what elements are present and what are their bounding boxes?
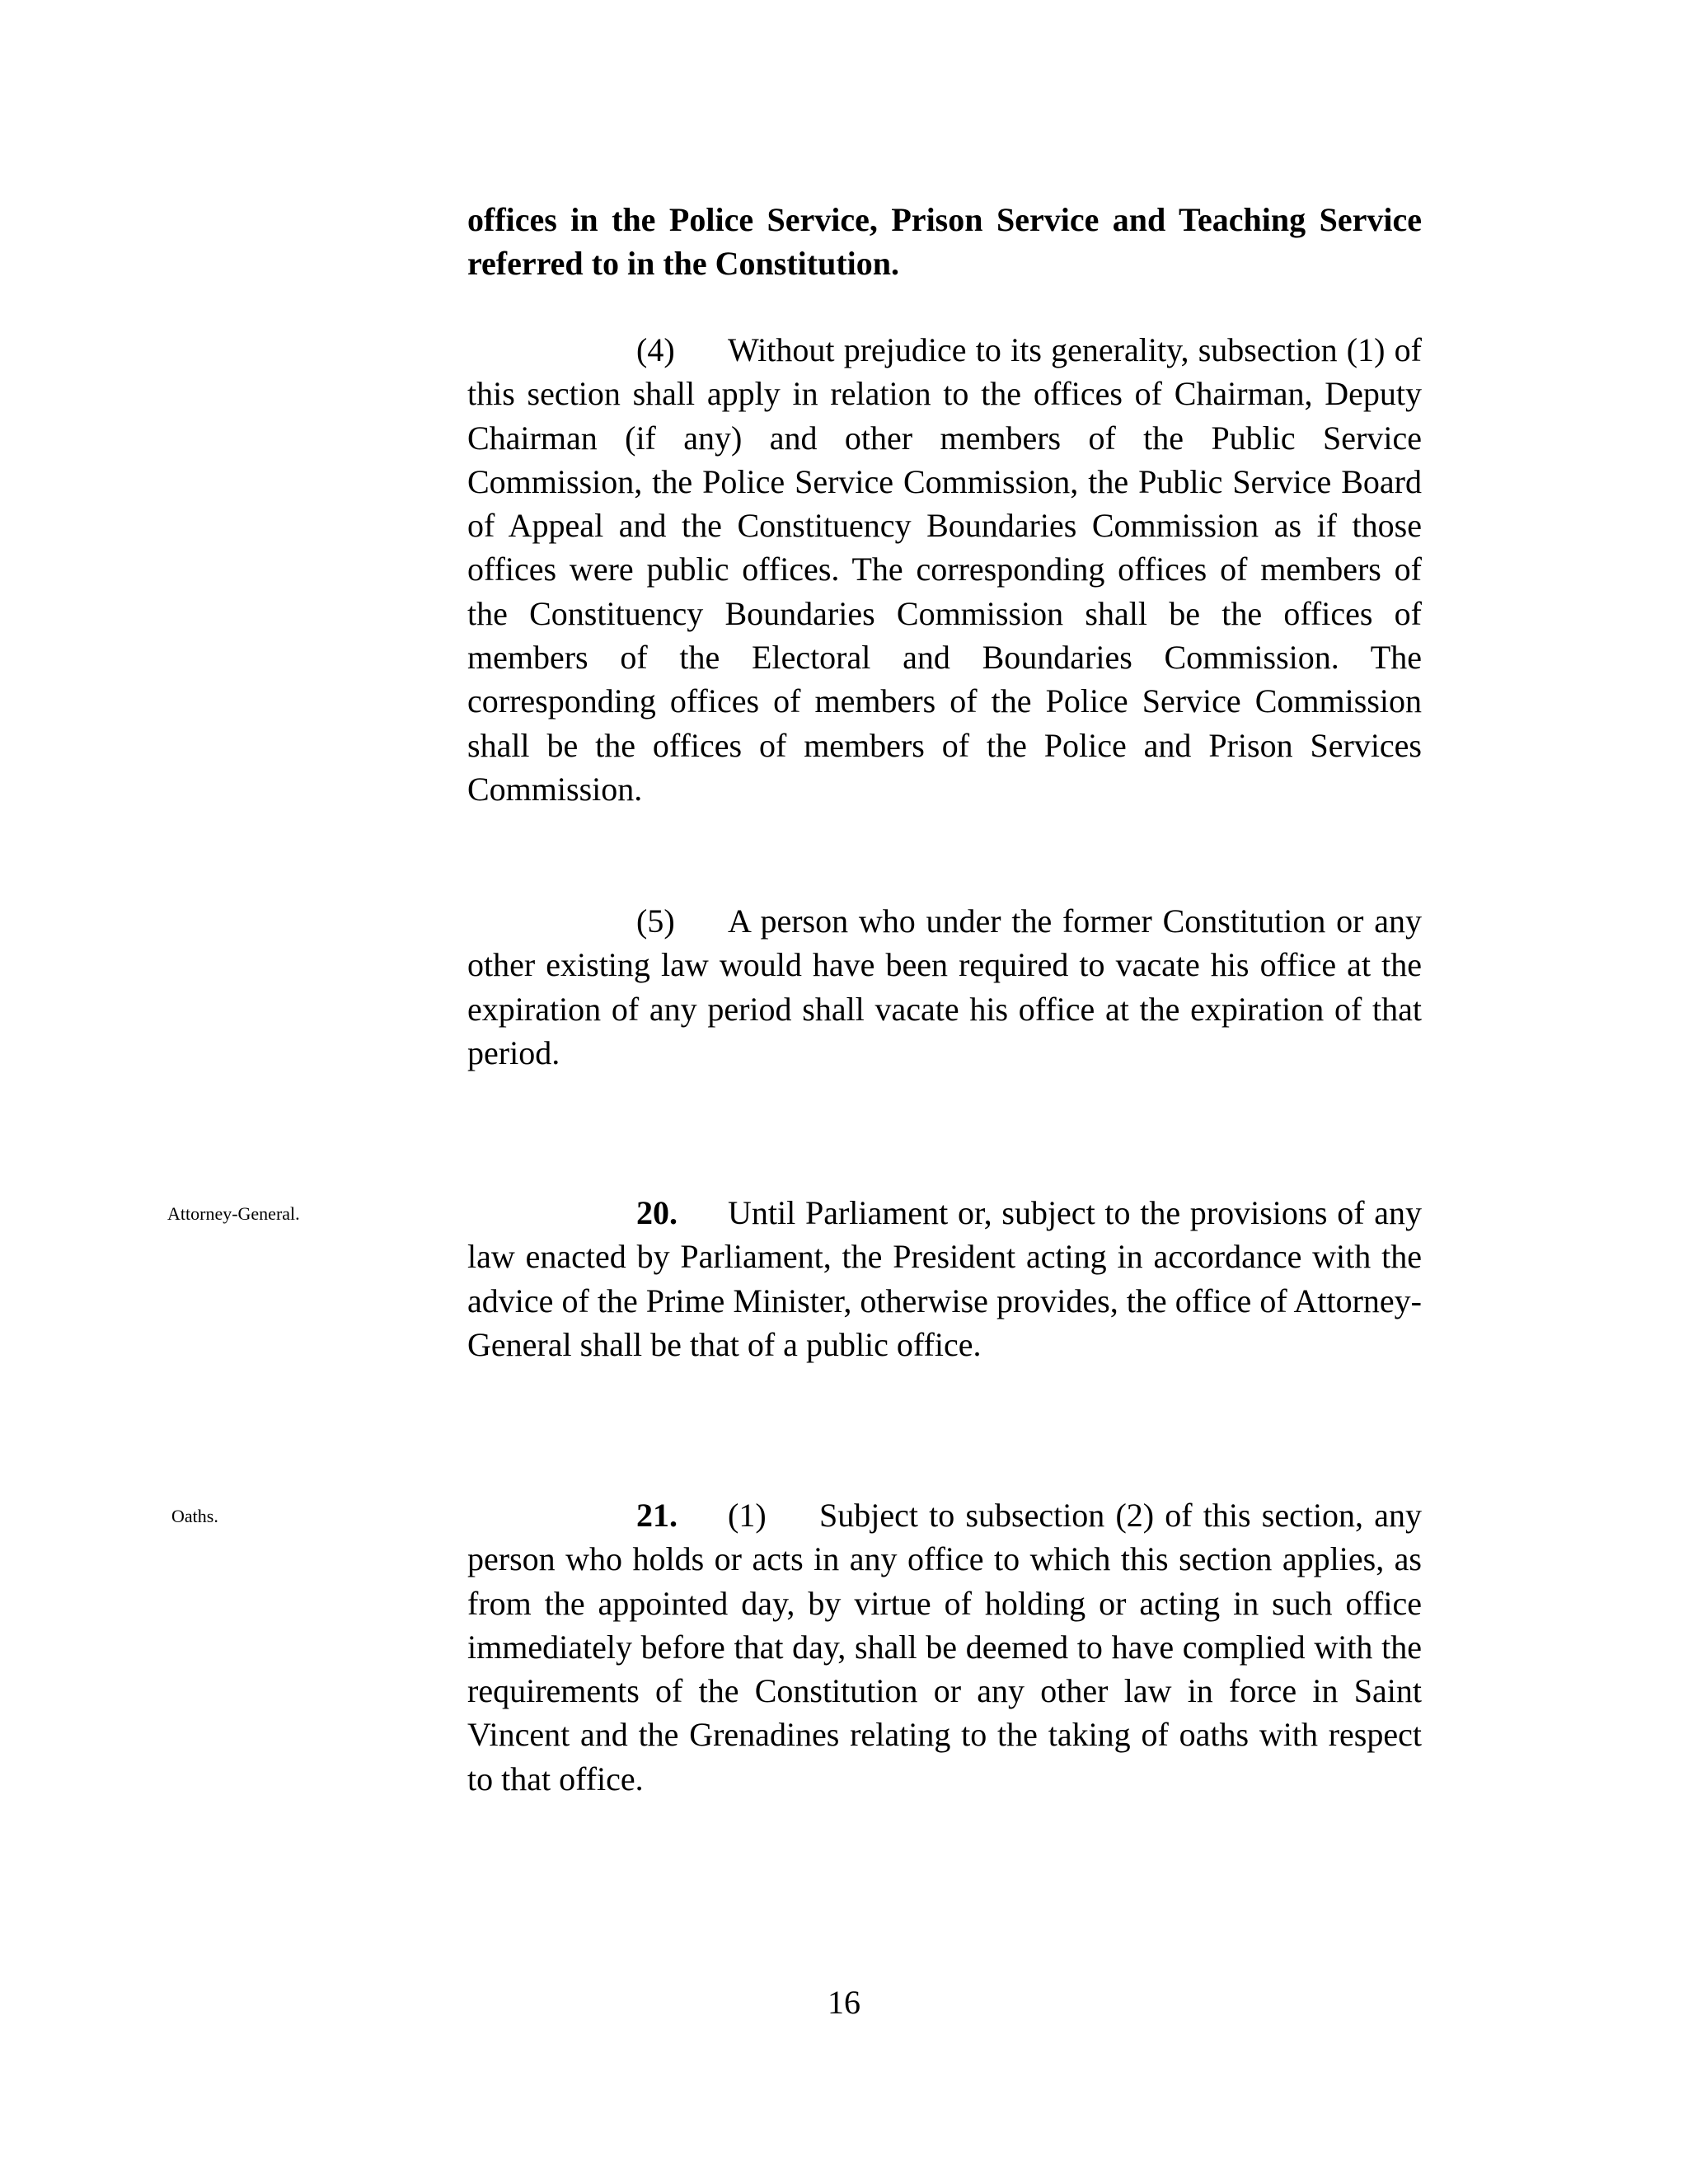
subsection-4 bbox=[467, 328, 1422, 811]
subsection-5-label: (5) bbox=[636, 902, 675, 940]
section-20-text: Until Parliament or, subject to the provisions of any law enacted by Parliament, the President acting in accordance with the advice of the Prime Minister, otherwise provides, the office of Attorney-General shall be that of a public office. bbox=[467, 1194, 1422, 1363]
subsection-5 bbox=[467, 899, 1422, 1075]
section-20-number: 20. bbox=[636, 1194, 678, 1231]
section-21 bbox=[467, 1493, 1422, 1801]
section-21-sub-label: (1) bbox=[728, 1497, 767, 1534]
section-21-number: 21. bbox=[636, 1497, 678, 1534]
heading-continuation: offices in the Police Service, Prison Service and Teaching Service referred to in the Constitution. bbox=[467, 201, 1422, 283]
page-number: 16 bbox=[828, 1984, 860, 2021]
subsection-4-text: Without prejudice to its generality, subsection (1) of this section shall apply in relation to the offices of Chairman, Deputy Chairman (if any) and other members of the Public Service Commission, the Police Service Commission, the Public Service Board of Appeal and the Constituency Boundaries Commission as if those offices were public offices. The corresponding offices of members of the Constituency Boundaries Commission shall be the offices of members of the Electoral and Boundaries Commission. The corresponding offices of members of the Police Service Commission shall be the offices of members of the Police and Prison Services Commission. bbox=[467, 331, 1422, 808]
subsection-4-label: (4) bbox=[636, 331, 675, 368]
subsection-5-text: A person who under the former Constitution or any other existing law would have been required to vacate his office at the expiration of any period shall vacate his office at the expiration of that period. bbox=[467, 902, 1422, 1071]
marginal-note-attorney-general: Attorney-General. bbox=[167, 1203, 300, 1224]
section-20 bbox=[467, 1191, 1422, 1366]
marginal-note-oaths: Oaths. bbox=[171, 1506, 218, 1526]
section-21-text: Subject to subsection (2) of this section, any person who holds or acts in any office to which this section applies, as from the appointed day, by virtue of holding or acting in such office immediately before that day, shall be deemed to have complied with the requirements of the Constitution or any other law in force in Saint Vincent and the Grenadines relating to the taking of oaths with respect to that office. bbox=[467, 1497, 1422, 1797]
